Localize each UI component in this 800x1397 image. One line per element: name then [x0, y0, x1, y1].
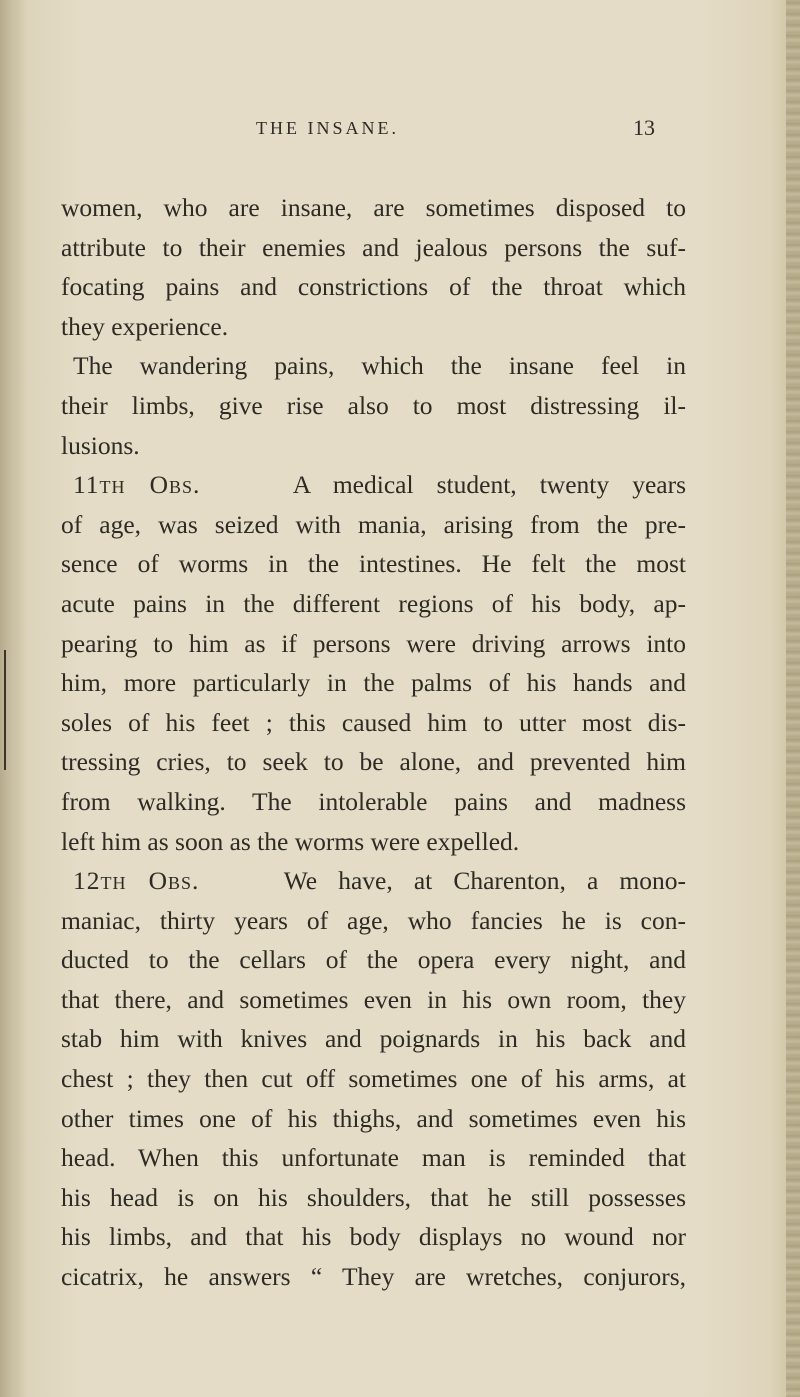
running-head: THE INSANE.	[256, 118, 399, 138]
text-line: focating pains and constrictions of the throat which	[61, 272, 686, 302]
text-line: women, who are insane, are sometimes disposed to	[61, 193, 686, 222]
text-line: pearing to him as if persons were driving arrows into	[61, 628, 686, 658]
binding-fold-line	[4, 650, 6, 770]
observation-12-label: 12th Obs.	[73, 866, 200, 896]
observation-12-line	[61, 861, 686, 901]
page-header	[0, 115, 800, 158]
text-line: his limbs, and that his body displays no wound nor	[61, 1222, 686, 1252]
text-line: lusions.	[61, 430, 140, 460]
body-text	[61, 188, 686, 1297]
text-line: maniac, thirty years of age, who fancies he is con-	[61, 905, 686, 935]
text-line: cicatrix, he answers “ They are wretches, conjurors,	[61, 1262, 686, 1292]
text-line: stab him with knives and poignards in his back and	[61, 1024, 686, 1054]
text-line: other times one of his thighs, and sometimes even his	[61, 1103, 686, 1133]
text-line: ducted to the cellars of the opera every night, and	[61, 945, 686, 975]
text-line: sence of worms in the intestines. He felt the most	[61, 549, 686, 579]
text-line: from walking. The intolerable pains and madness	[61, 786, 686, 816]
text-line: A medical student, twenty years	[292, 470, 687, 500]
text-line: that there, and sometimes even in his own room, they	[61, 984, 686, 1014]
text-line: they experience.	[61, 311, 229, 341]
text-line: their limbs, give rise also to most distressing il-	[61, 390, 686, 420]
text-line: left him as soon as the worms were expelled.	[61, 826, 520, 856]
text-line: of age, was seized with mania, arising from the pre-	[61, 509, 686, 539]
text-line: his head is on his shoulders, that he still possesses	[61, 1182, 686, 1212]
page-number: 13	[633, 115, 655, 140]
text-line: attribute to their enemies and jealous persons the suf-	[61, 232, 686, 262]
observation-11-label: 11th Obs.	[73, 470, 201, 500]
text-line: soles of his feet ; this caused him to utter most dis-	[61, 707, 686, 737]
text-line: tressing cries, to seek to be alone, and prevented him	[61, 747, 686, 777]
text-line: him, more particularly in the palms of his hands and	[61, 668, 686, 698]
observation-11-line	[61, 465, 686, 505]
text-line: chest ; they then cut off sometimes one of his arms, at	[61, 1064, 686, 1094]
text-line: acute pains in the different regions of his body, ap-	[61, 588, 686, 618]
text-line: We have, at Charenton, a mono-	[283, 866, 686, 896]
text-line: The wandering pains, which the insane feel in	[73, 351, 686, 381]
text-line: head. When this unfortunate man is reminded that	[61, 1143, 686, 1173]
page-edge	[786, 0, 800, 1397]
